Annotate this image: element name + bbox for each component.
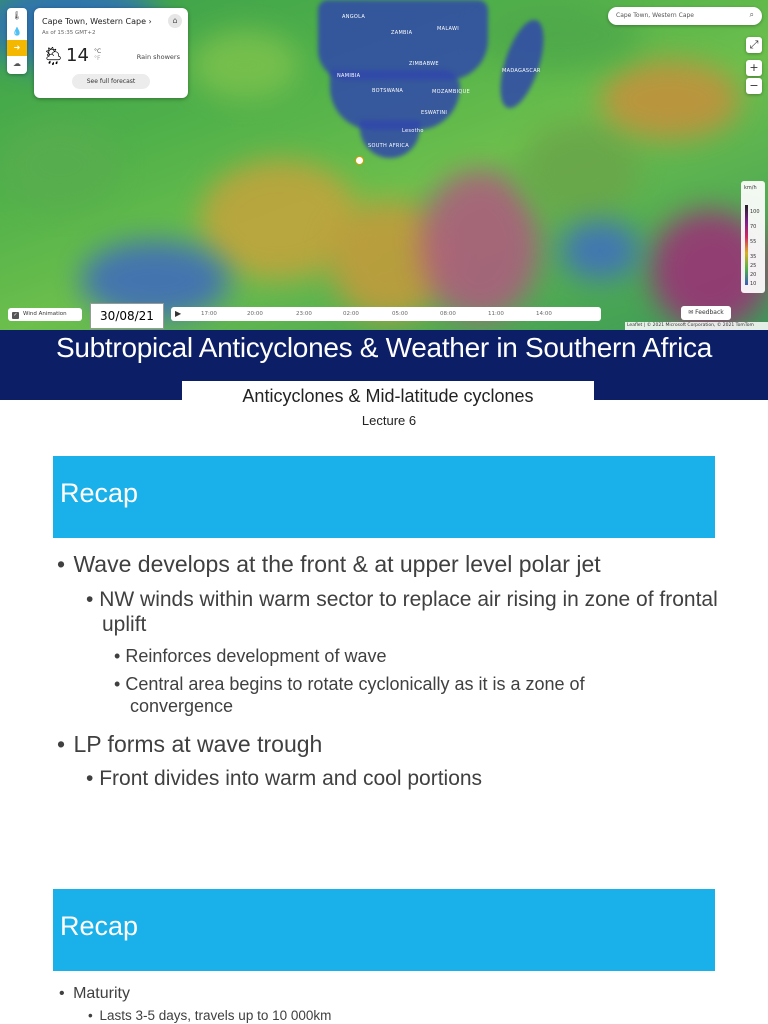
zoom-out-button[interactable]: − — [746, 78, 762, 94]
recap-header — [53, 889, 715, 971]
map-search-input[interactable]: Cape Town, Western Cape — [616, 12, 694, 19]
wind-animation-label: Wind Animation — [23, 311, 67, 317]
country-label: SOUTH AFRICA — [368, 143, 409, 149]
home-icon[interactable]: ⌂ — [168, 14, 182, 28]
date-display: 30/08/21 — [90, 303, 164, 329]
bullet-text: Wave develops at the front & at upper level polar jet — [73, 551, 601, 577]
country-label: ESWATINI — [421, 110, 448, 116]
bullet-level-2 — [86, 587, 732, 637]
recap-header — [53, 456, 715, 538]
fullscreen-icon[interactable]: ⤢ — [746, 37, 762, 53]
search-icon[interactable]: ⌕ — [749, 10, 754, 19]
bullet-marker: • — [114, 674, 121, 694]
country-label: NAMIBIA — [337, 73, 361, 79]
weather-timestamp: As of 15:35 GMT+2 — [42, 30, 96, 36]
bullet-level-3 — [114, 674, 690, 717]
bullet-text: Front divides into warm and cool portions — [99, 767, 483, 790]
recap-title: Recap — [60, 478, 139, 508]
feedback-label: Feedback — [695, 309, 724, 316]
weather-map[interactable] — [0, 0, 768, 330]
unit-celsius[interactable]: °C — [94, 48, 102, 55]
feedback-icon: ✉ — [688, 309, 696, 316]
timeline-tick: 05:00 — [392, 311, 408, 317]
bullet-marker: • — [59, 985, 65, 1002]
legend-value: 100 — [750, 209, 760, 215]
play-icon[interactable]: ▶ — [175, 309, 182, 318]
bullet-text: Central area begins to rotate cyclonically as it is a zone of convergence — [125, 674, 585, 716]
weather-condition: Rain showers — [136, 53, 180, 61]
rain-shower-icon: 🌦 — [42, 46, 65, 67]
weather-card — [34, 8, 188, 98]
country-label: MADAGASCAR — [502, 68, 541, 74]
bullet-level-1 — [57, 731, 322, 759]
bullet-marker: • — [88, 1008, 93, 1023]
timeline-tick: 14:00 — [536, 311, 552, 317]
timeline-tick: 02:00 — [343, 311, 359, 317]
map-search-box[interactable] — [608, 7, 762, 25]
bullet-marker: • — [57, 731, 66, 757]
wind-speed-legend — [741, 181, 765, 293]
zoom-in-button[interactable]: + — [746, 60, 762, 76]
legend-title: km/h — [744, 185, 757, 191]
legend-value: 70 — [750, 224, 757, 230]
bullet-text: Lasts 3-5 days, travels up to 10 000km — [99, 1008, 332, 1023]
legend-value: 55 — [750, 239, 757, 245]
weather-location-link[interactable]: Cape Town, Western Cape › — [42, 17, 152, 26]
timeline-slider[interactable] — [171, 307, 601, 321]
timeline-tick: 23:00 — [296, 311, 312, 317]
bullet-text: LP forms at wave trough — [73, 731, 323, 757]
recap-title: Recap — [60, 911, 139, 941]
checkbox-icon[interactable]: ✓ — [13, 312, 18, 318]
bullet-level-2 — [88, 1008, 331, 1024]
country-label: MALAWI — [437, 26, 460, 32]
bullet-text: Maturity — [73, 985, 130, 1002]
country-label: MOZAMBIQUE — [432, 89, 471, 95]
legend-value: 10 — [750, 281, 757, 287]
wind-icon[interactable]: ➜ — [7, 40, 27, 56]
drop-icon[interactable]: 💧 — [12, 27, 22, 36]
weather-temperature: 14 — [66, 45, 89, 66]
legend-color-bar — [745, 205, 748, 285]
country-label: Lesotho — [402, 128, 424, 134]
bullet-level-2 — [86, 766, 482, 791]
lecture-number: Lecture 6 — [361, 413, 417, 428]
map-attribution[interactable]: Leaflet | © 2021 Microsoft Corporation, © 2021 TomTom — [625, 322, 768, 330]
country-label: ANGOLA — [342, 14, 366, 20]
bullet-text: NW winds within warm sector to replace air rising in zone of frontal uplift — [99, 588, 718, 637]
bullet-marker: • — [86, 588, 94, 611]
layer-toolbar — [7, 8, 27, 74]
bullet-marker: • — [86, 767, 94, 790]
timeline-tick: 20:00 — [247, 311, 263, 317]
temperature-unit-toggle[interactable] — [94, 48, 101, 62]
bullet-text: Reinforces development of wave — [125, 646, 387, 666]
country-label: ZAMBIA — [391, 30, 413, 36]
wind-animation-toggle[interactable] — [8, 308, 82, 321]
timeline-tick: 08:00 — [440, 311, 456, 317]
bullet-marker: • — [57, 551, 66, 577]
cloud-icon[interactable]: ☁ — [13, 59, 21, 68]
legend-value: 35 — [750, 254, 757, 260]
bullet-level-1 — [59, 984, 130, 1003]
slide-title: Subtropical Anticyclones & Weather in Southern Africa — [56, 332, 712, 363]
location-marker[interactable] — [355, 156, 364, 165]
bullet-marker: • — [114, 646, 121, 666]
see-full-forecast-button[interactable]: See full forecast — [72, 74, 150, 89]
legend-value: 20 — [750, 272, 757, 278]
bullet-level-1 — [57, 551, 601, 579]
slide-subtitle: Anticyclones & Mid-latitude cyclones — [242, 386, 534, 406]
thermometer-icon[interactable]: 🌡 — [11, 11, 23, 20]
timeline-tick: 17:00 — [201, 311, 217, 317]
country-label: BOTSWANA — [372, 88, 404, 94]
unit-fahrenheit[interactable]: °F — [94, 55, 101, 62]
country-label: ZIMBABWE — [409, 61, 439, 67]
bullet-level-3 — [114, 646, 386, 668]
timeline-tick: 11:00 — [488, 311, 504, 317]
legend-value: 25 — [750, 263, 757, 269]
feedback-button[interactable] — [681, 306, 731, 320]
